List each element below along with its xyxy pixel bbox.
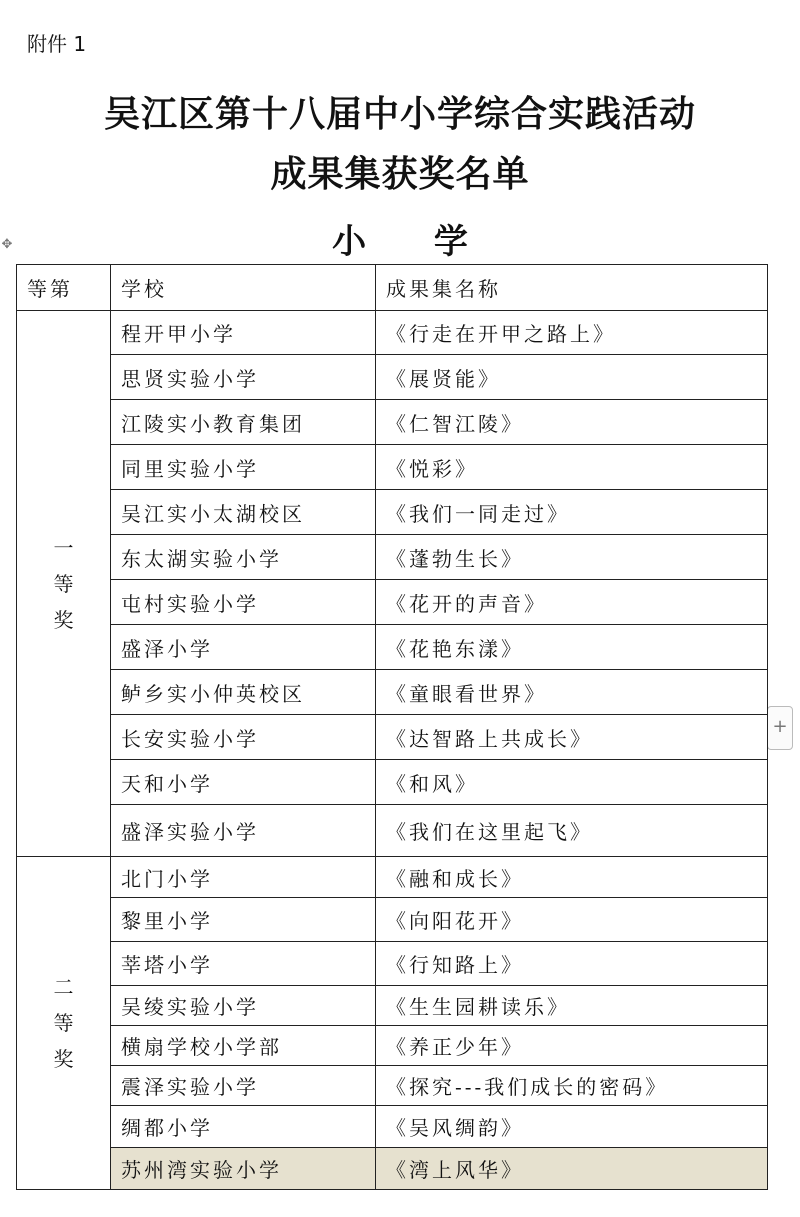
- work-name-cell: 《达智路上共成长》: [376, 715, 768, 760]
- work-name-cell: 《童眼看世界》: [376, 670, 768, 715]
- table-row: [17, 1026, 768, 1066]
- table-row: [17, 580, 768, 625]
- table-row: [17, 400, 768, 445]
- work-name-cell: 《行走在开甲之路上》: [376, 311, 768, 355]
- table-row: [17, 760, 768, 805]
- table-row: [17, 625, 768, 670]
- school-cell: 同里实验小学: [111, 445, 376, 490]
- table-row: [17, 898, 768, 942]
- school-cell: 东太湖实验小学: [111, 535, 376, 580]
- work-name-cell: 《和风》: [376, 760, 768, 805]
- work-name-cell: 《探究---我们成长的密码》: [376, 1066, 768, 1106]
- grade-label: 一等奖: [53, 535, 74, 632]
- work-name-cell: 《吴风绸韵》: [376, 1106, 768, 1148]
- table-row: [17, 355, 768, 400]
- table-row: [17, 715, 768, 760]
- header-grade: 等第: [17, 265, 111, 311]
- school-cell: 黎里小学: [111, 898, 376, 942]
- school-cell: 苏州湾实验小学: [111, 1148, 376, 1190]
- table-move-handle-icon[interactable]: ✥: [1, 237, 13, 252]
- work-name-cell: 《养正少年》: [376, 1026, 768, 1066]
- school-cell: 横扇学校小学部: [111, 1026, 376, 1066]
- school-cell: 吴绫实验小学: [111, 986, 376, 1026]
- school-cell: 长安实验小学: [111, 715, 376, 760]
- school-cell: 盛泽实验小学: [111, 805, 376, 857]
- table-row: [17, 311, 768, 355]
- work-name-cell: 《蓬勃生长》: [376, 535, 768, 580]
- grade-cell-second: [17, 857, 111, 1190]
- school-cell: 吴江实小太湖校区: [111, 490, 376, 535]
- work-name-cell: 《融和成长》: [376, 857, 768, 898]
- header-name: 成果集名称: [376, 265, 768, 311]
- work-name-cell: 《向阳花开》: [376, 898, 768, 942]
- table-row: [17, 1066, 768, 1106]
- school-cell: 震泽实验小学: [111, 1066, 376, 1106]
- table-row: [17, 805, 768, 857]
- grade-label: 二等奖: [53, 975, 74, 1071]
- work-name-cell: 《花艳东漾》: [376, 625, 768, 670]
- table-row: [17, 670, 768, 715]
- attachment-label: 附件 1: [27, 32, 87, 56]
- work-name-cell: 《花开的声音》: [376, 580, 768, 625]
- work-name-cell: 《行知路上》: [376, 942, 768, 986]
- table-row: [17, 1106, 768, 1148]
- add-column-button[interactable]: +: [767, 706, 793, 750]
- table-row: [17, 535, 768, 580]
- work-name-cell: 《悦彩》: [376, 445, 768, 490]
- school-cell: 程开甲小学: [111, 311, 376, 355]
- work-name-cell: 《湾上风华》: [376, 1148, 768, 1190]
- school-cell: 屯村实验小学: [111, 580, 376, 625]
- awards-table: [16, 264, 768, 1190]
- table-row-highlighted: [17, 1148, 768, 1190]
- school-cell: 盛泽小学: [111, 625, 376, 670]
- section-heading: 小 学: [332, 222, 496, 262]
- school-cell: 绸都小学: [111, 1106, 376, 1148]
- table-row: [17, 986, 768, 1026]
- table-row: [17, 857, 768, 898]
- work-name-cell: 《展贤能》: [376, 355, 768, 400]
- school-cell: 北门小学: [111, 857, 376, 898]
- work-name-cell: 《我们一同走过》: [376, 490, 768, 535]
- table-row: [17, 445, 768, 490]
- table-header-row: [17, 265, 768, 311]
- table-row: [17, 942, 768, 986]
- document-title-line-2: 成果集获奖名单: [270, 153, 530, 195]
- header-school: 学校: [111, 265, 376, 311]
- school-cell: 莘塔小学: [111, 942, 376, 986]
- work-name-cell: 《仁智江陵》: [376, 400, 768, 445]
- school-cell: 江陵实小教育集团: [111, 400, 376, 445]
- school-cell: 思贤实验小学: [111, 355, 376, 400]
- table-row: [17, 490, 768, 535]
- work-name-cell: 《我们在这里起飞》: [376, 805, 768, 857]
- document-title-line-1: 吴江区第十八届中小学综合实践活动: [103, 93, 696, 135]
- school-cell: 天和小学: [111, 760, 376, 805]
- grade-cell-first: [17, 311, 111, 857]
- school-cell: 鲈乡实小仲英校区: [111, 670, 376, 715]
- work-name-cell: 《生生园耕读乐》: [376, 986, 768, 1026]
